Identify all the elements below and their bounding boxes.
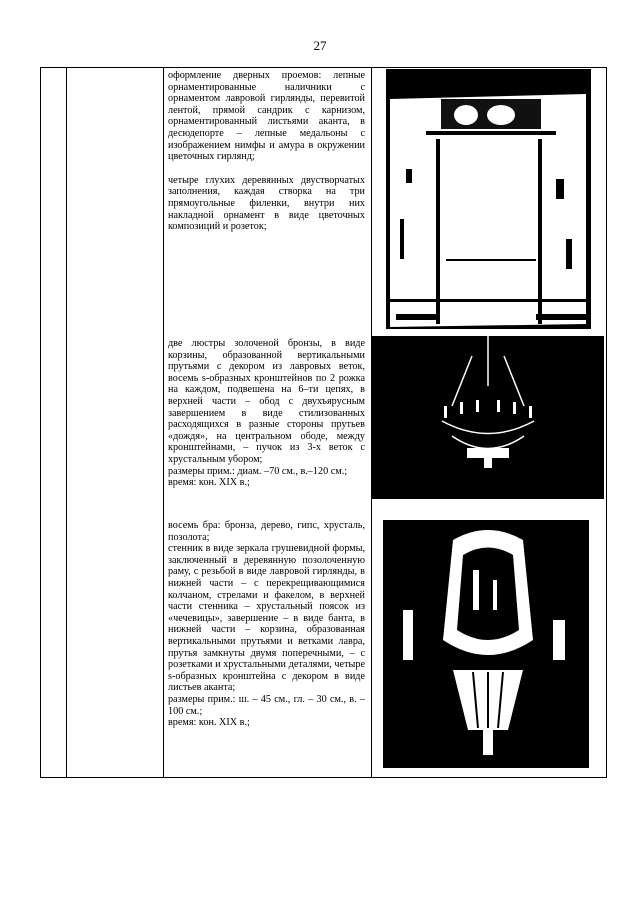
row-2-description — [168, 338, 365, 489]
sconce-photo — [383, 520, 589, 768]
column-divider-1 — [66, 67, 67, 778]
page-number: 27 — [313, 38, 327, 53]
door-photo — [386, 69, 591, 329]
chandelier-photo — [372, 336, 604, 499]
row-1-description — [168, 70, 365, 233]
row-3-description — [168, 520, 365, 729]
row-3-paragraph-4: время: кон. XIX в.; — [168, 717, 250, 729]
row-1-paragraph-2: четыре глухих деревянных двустворчатых заполнения, каждая створка на три прямоугольные филенки, внутри них накладной орнамент в виде цветочных композиций и розеток; — [168, 174, 365, 233]
row-3-paragraph-2: стенник в виде зеркала грушевидной формы, заключенный в деревянную позолоченную раму, с резьбой в виде лавровой гирлянды, в нижней части – с перекрещивающимися колчаном, стрелами и факелом, в верхней части стенника – хрустальный поясок из «чечевицы», завершение – в виде банта, в нижней части – корзина, образованная вертикальными прутьями и ветками лавра, прутья замкнуты двумя поперечными, – с розетками и хрустальными деталями, четыре s-образных кронштейна с декором в виде листьев аканта; — [168, 543, 365, 694]
column-divider-2 — [163, 67, 164, 778]
row-2-paragraph-2: размеры прим.: диам. –70 см., в.–120 см.; — [168, 465, 348, 477]
row-2-paragraph-3: время: кон. XIX в.; — [168, 477, 250, 489]
row-3-paragraph-1: восемь бра: бронза, дерево, гипс, хрусталь, позолота; — [168, 520, 365, 543]
row-3-paragraph-3: размеры прим.: ш. – 45 см., гл. – 30 см., в. – 100 см.; — [168, 693, 365, 717]
row-2-paragraph-1: две люстры золоченой бронзы, в виде корзины, образованной вертикальными прутьями с декором из лавровых веток, восемь s-образных кронштейнов по 2 рожка на каждом, подвешена на 6–ти цепях, в верхней части – обод с двухъярусным завершением в виде стилизованных расходящихся в разные стороны прутьев «дождя», на центральном ободе, между кронштейнами, – пучок из 3-х веток с хрустальным убором; — [168, 338, 365, 465]
row-1-paragraph-1: оформление дверных проемов: лепные орнаментированные наличники с орнаментом лавровой гирлянды, перевитой лентой, прямой сандрик с карнизом, орнаментированный листьями аканта, в десюдепорте – лепные медальоны с изображением нимфы и амура в окружении цветочных гирлянд; — [168, 70, 365, 163]
